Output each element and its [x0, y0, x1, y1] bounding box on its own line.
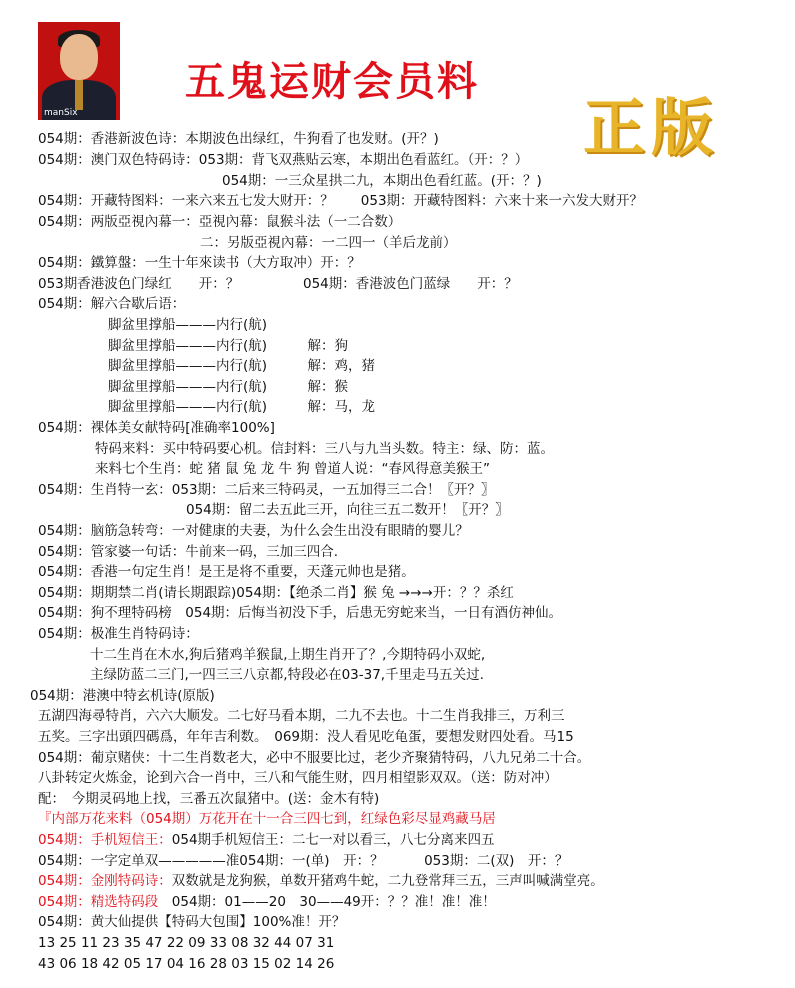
text-line: 来料七个生肖：蛇 猪 鼠 兔 龙 牛 狗 曾道人说：“春风得意美猴王”: [95, 461, 491, 477]
text-line-highlight: 『内部万花来料（054期）万花开在十一合三四七到，红绿色彩尽显鸡藏马居: [38, 811, 496, 827]
number-row: 13 25 11 23 35 47 22 09 33 08 32 44 07 31: [38, 935, 335, 951]
number-row: 43 06 18 42 05 17 04 16 28 03 15 02 14 26: [38, 956, 335, 972]
text-line: 特码来料：买中特码要心机。信封料：三八与九当头数。特主：绿、防：蓝。: [95, 441, 554, 457]
highlight-prefix: 054期：金刚特码诗：: [38, 873, 172, 889]
text-line: 054期：极准生肖特码诗：: [38, 626, 199, 642]
text-line: 054期：香港新波色诗：本期波色出绿红，牛狗看了也发财。(开？): [38, 131, 439, 147]
genuine-badge: 正版: [583, 91, 720, 164]
text-line: 二：另版亞視內幕：一二四一（羊后龙前）: [200, 235, 457, 251]
text-line: 054期：一三众星拱二九，本期出色看红蓝。(开：？): [222, 173, 542, 189]
text-line: 脚盆里撑船———内行(航): [108, 317, 268, 333]
text-line: 配： 今期灵码地上找，三番五次鼠猪中。(送：金木有特): [38, 791, 380, 807]
highlight-prefix: 054期：手机短信王：: [38, 832, 172, 848]
text-line: 054期：开藏特图料：一来六来五七发大财开：？ 053期：开藏特图料：六来十来一六发大财开？: [38, 193, 644, 209]
text-line: 054期：黄大仙提供【特码大包围】100%准！开？: [38, 914, 346, 930]
text-line: 054期：管家婆一句话：牛前来一码，三加三四合.: [38, 544, 339, 560]
portrait-tie: [75, 80, 83, 110]
text-line: 054期：葡京赌侠：十二生肖数老大，必中不服要比过，老少齐聚猜特码，八九兄弟二十合。: [38, 750, 591, 766]
text-line: 054期：港澳中特玄机诗(原版): [30, 688, 215, 704]
page-title: 五鬼运财会员料: [185, 58, 479, 105]
text-line: 十二生肖在木水,狗后猪鸡羊猴鼠,上期生肖开了？,今期特码小双蛇,: [90, 647, 486, 663]
text-line: 054期：一字定单双—————准054期：一(单) 开：？ 053期：二(双) 开：？: [38, 853, 569, 869]
text-line: 054期：裸体美女献特码[准确率100%]: [38, 420, 275, 436]
highlight-prefix: 054期：精选特码段: [38, 894, 159, 910]
text-line: 脚盆里撑船———内行(航) 解：猴: [108, 379, 349, 395]
text-line: 054期：手机短信王：054期手机短信王：二七一对以看三，八七分离来四五: [38, 832, 495, 848]
text-line: 五湖四海尋特肖，六六大顺发。二七好马看本期，二九不去也。十二生肖我排三，万利三: [38, 708, 565, 724]
photo-watermark: manSix: [44, 108, 78, 118]
text-line: 脚盆里撑船———内行(航) 解：狗: [108, 338, 349, 354]
text-line: 054期：脑筋急转弯：一对健康的夫妻，为什么会生出没有眼睛的婴儿？: [38, 523, 469, 539]
portrait-photo: [38, 22, 120, 120]
text-line: 054期：金刚特码诗：双数就是龙狗猴，单数开猪鸡牛蛇，二九登常拜三五，三声叫喊满堂亮。: [38, 873, 604, 889]
text-line: 054期：解六合歇后语：: [38, 296, 186, 312]
text-line: 脚盆里撑船———内行(航) 解：马，龙: [108, 399, 376, 415]
portrait-face: [60, 34, 98, 80]
text-line: 054期：澳门双色特码诗：053期：背飞双燕贴云寒，本期出色看蓝红。（开：？）: [38, 152, 529, 168]
text-line: 054期：两版亞視內幕一：亞視內幕：鼠猴斗法（一二合数）: [38, 214, 402, 230]
text-line: 054期：香港一句定生肖！是王是将不重要，天蓬元帅也是猪。: [38, 564, 415, 580]
text-line: 054期：期期禁二肖(请长期跟踪)054期：【绝杀二肖】猴 兔 →→→开：？？杀红: [38, 585, 514, 601]
text-line: 脚盆里撑船———内行(航) 解：鸡，猪: [108, 358, 376, 374]
text-line: 054期：生肖特一玄：053期：二后来三特码灵，一五加得三二合！〖开？〗: [38, 482, 495, 498]
text-line: 054期：狗不理特码榜 054期：后悔当初没下手，后患无穷蛇来当，一日有酒仿神仙。: [38, 605, 563, 621]
text-line: 053期香港波色门绿红 开：？: [38, 276, 240, 292]
text-line: 054期：精选特码段 054期：01——20 30——49开：？？准！准！准！: [38, 894, 496, 910]
text-line: 054期：鐵算盤：一生十年來读书（大方取冲）开：？: [38, 255, 361, 271]
text-line: 五奖。三字出頭四碼爲，年年吉利数。 069期：没人看见吃龟蛋，要想发财四处看。马15: [38, 729, 574, 745]
text-line: 054期：香港波色门蓝绿 开：？: [303, 276, 518, 292]
text-line: 主绿防蓝二三门,一四三三八京都,特段必在03-37,千里走马五关过.: [90, 667, 484, 683]
text-line: 八卦转定火炼金，论到六合一肖中，三八和气能生财，四月相望影双双。（送：防对冲）: [38, 770, 558, 786]
text-line: 054期：留二去五此三开，向往三五二数开！〖开？〗: [186, 502, 509, 518]
